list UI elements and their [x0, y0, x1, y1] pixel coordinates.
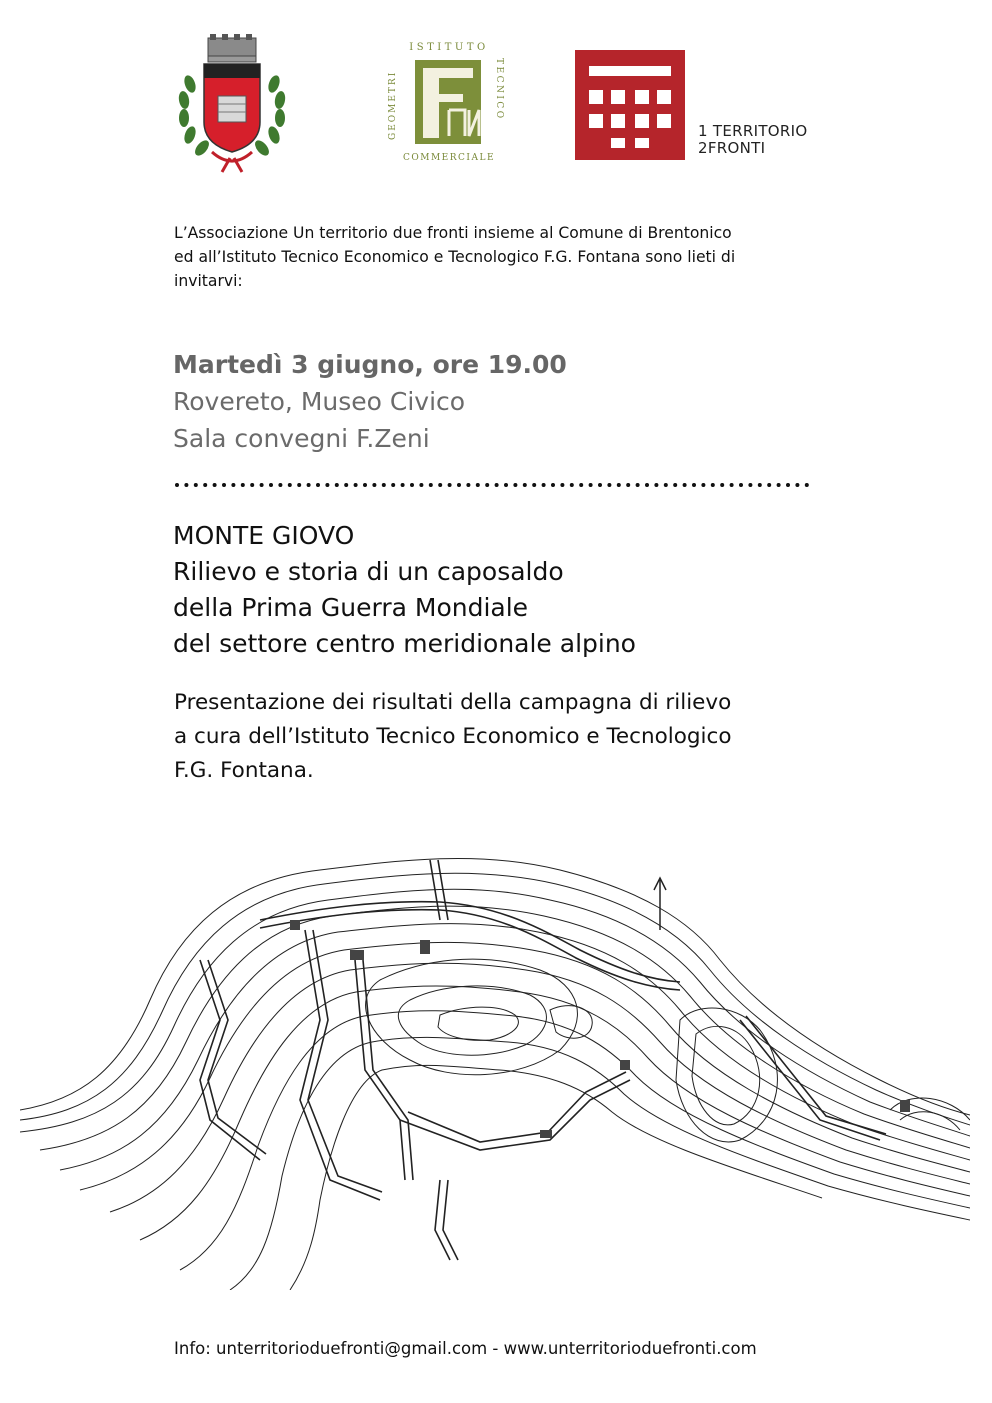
coat-of-arms-logo [172, 34, 292, 174]
title-line: del settore centro meridionale alpino [173, 629, 636, 658]
intro-line: ed all’Istituto Tecnico Economico e Tecnologico F.G. Fontana sono lieti di [174, 248, 736, 266]
title-line: MONTE GIOVO [173, 521, 355, 550]
school-logo [385, 40, 507, 164]
subtitle-line: a cura dell’Istituto Tecnico Economico e Tecnologico [174, 724, 732, 749]
subtitle-line: Presentazione dei risultati della campagna di rilievo [174, 690, 732, 715]
event-room: Sala convegni F.Zeni [173, 424, 430, 453]
association-logo-text [698, 123, 807, 157]
topographic-survey-map [20, 820, 970, 1290]
school-logo-right-text: TECNICO [494, 58, 504, 121]
school-logo-bottom-text: COMMERCIALE [402, 153, 496, 163]
contact-info: Info: unterritorioduefronti@gmail.com - www.unterritorioduefronti.com [174, 1339, 757, 1358]
event-date: Martedì 3 giugno, ore 19.00 [173, 350, 567, 379]
school-logo-top-text: ISTITUTO [409, 42, 489, 53]
subtitle-line: F.G. Fontana. [174, 758, 314, 783]
dotted-divider [174, 480, 814, 490]
event-details [173, 346, 567, 457]
intro-paragraph [174, 221, 824, 293]
title-line: della Prima Guerra Mondiale [173, 593, 529, 622]
association-logo-line1: 1 TERRITORIO [698, 122, 808, 140]
intro-line: L’Associazione Un territorio due fronti insieme al Comune di Brentonico [174, 224, 732, 242]
event-place: Rovereto, Museo Civico [173, 387, 466, 416]
intro-line: invitarvi: [174, 272, 243, 290]
talk-title [173, 518, 636, 662]
presentation-description [174, 686, 819, 788]
school-logo-left-text: GEOMETRI [388, 70, 398, 140]
association-logo-line2: 2FRONTI [698, 139, 766, 157]
title-line: Rilievo e storia di un caposaldo [173, 557, 564, 586]
association-logo [575, 50, 685, 160]
